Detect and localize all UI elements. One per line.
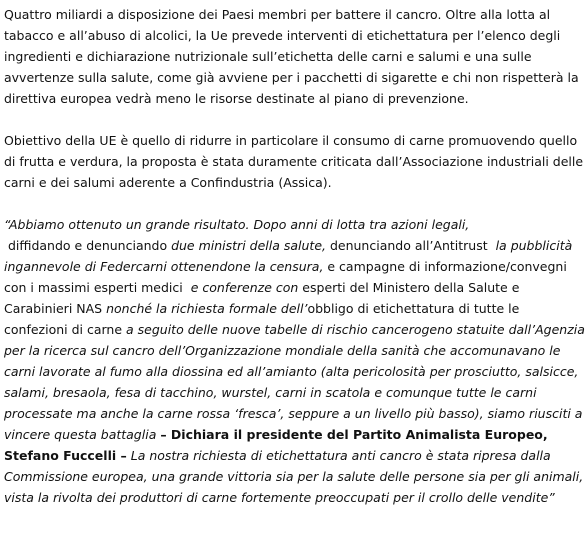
quote-segment: denunciando all’Antitrust bbox=[325, 238, 492, 253]
paragraph-line: ingredienti e dichiarazione nutrizionale sull’etichetta delle carni e salumi e una sulle bbox=[4, 49, 532, 64]
speaker-attribution: – Dichiara il presidente del Partito Animalista Europeo, bbox=[160, 427, 548, 442]
quote-line: per la ricerca sul cancro dell’Organizzazione mondiale della sanità che accomunavano le bbox=[4, 343, 561, 358]
quote-line bbox=[4, 277, 588, 298]
article-body bbox=[4, 4, 588, 508]
paragraph-line: direttiva europea vedrà meno le risorse destinate al piano di prevenzione. bbox=[4, 91, 469, 106]
quote-segment: ingannevole di Federcarni ottenendone la censura, bbox=[4, 259, 324, 274]
quote-segment: nonché la richiesta formale dell’ bbox=[106, 301, 308, 316]
quote-segment: obbligo di etichettatura di tutte le bbox=[307, 301, 520, 316]
paragraph-line: Obiettivo della UE è quello di ridurre in particolare il consumo di carne promuovendo quello bbox=[4, 133, 578, 148]
quote-segment: la pubblicità bbox=[491, 238, 573, 253]
quote-line: vista la rivolta dei produttori di carne fortemente preoccupati per il crollo delle vendite” bbox=[4, 490, 555, 505]
quote-line: Commissione europea, una grande vittoria sia per la salute delle persone sia per gli animali, bbox=[4, 469, 584, 484]
quote-segment: due ministri della salute, bbox=[171, 238, 326, 253]
quote-segment: vincere questa battaglia bbox=[4, 427, 161, 442]
quote-line bbox=[4, 298, 588, 319]
quote-line: processate ma anche la carne rossa ‘fresca’, seppure a un livello più basso), siamo riusciti a bbox=[4, 406, 583, 421]
speaker-name: Stefano Fuccelli – bbox=[4, 448, 127, 463]
quote-segment: con i massimi esperti medici bbox=[4, 280, 187, 295]
quote-paragraph bbox=[4, 214, 588, 508]
quote-line: salami, bresaola, fesa di tacchino, wurstel, carni in scatola e comunque tutte le carni bbox=[4, 385, 537, 400]
paragraph-1 bbox=[4, 4, 588, 109]
paragraph-line: carni e dei salumi aderente a Confindustria (Assica). bbox=[4, 175, 332, 190]
quote-segment: e conferenze con bbox=[186, 280, 299, 295]
quote-segment: esperti del Ministero della Salute e bbox=[298, 280, 520, 295]
quote-segment: e campagne di informazione/convegni bbox=[323, 259, 567, 274]
quote-segment: Carabinieri NAS bbox=[4, 301, 107, 316]
quote-line bbox=[4, 235, 588, 256]
quote-line: “Abbiamo ottenuto un grande risultato. Dopo anni di lotta tra azioni legali, bbox=[4, 217, 470, 232]
quote-line: carni lavorate al fumo alla diossina ed all’amianto (alta pericolosità per prosciutto, salsicce, bbox=[4, 364, 579, 379]
paragraph-line: avvertenze sulla salute, come già avviene per i pacchetti di sigarette e chi non rispetterà la bbox=[4, 70, 579, 85]
quote-segment: confezioni di carne bbox=[4, 322, 127, 337]
paragraph-2 bbox=[4, 130, 588, 193]
quote-segment: La nostra richiesta di etichettatura anti cancro è stata ripresa dalla bbox=[126, 448, 551, 463]
quote-line bbox=[4, 319, 588, 340]
quote-line bbox=[4, 424, 588, 445]
paragraph-line: Quattro miliardi a disposizione dei Paesi membri per battere il cancro. Oltre alla lotta al bbox=[4, 7, 551, 22]
paragraph-line: di frutta e verdura, la proposta è stata duramente criticata dall’Associazione industriali delle bbox=[4, 154, 584, 169]
quote-line bbox=[4, 256, 588, 277]
paragraph-line: tabacco e all’abuso di alcolici, la Ue prevede interventi di etichettatura per l’elenco degli bbox=[4, 28, 561, 43]
quote-segment: a seguito delle nuove tabelle di rischio cancerogeno statuite dall’Agenzia bbox=[126, 322, 585, 337]
quote-line bbox=[4, 445, 588, 466]
paragraph-spacer bbox=[4, 193, 588, 214]
quote-segment: diffidando e denunciando bbox=[4, 238, 172, 253]
paragraph-spacer bbox=[4, 109, 588, 130]
